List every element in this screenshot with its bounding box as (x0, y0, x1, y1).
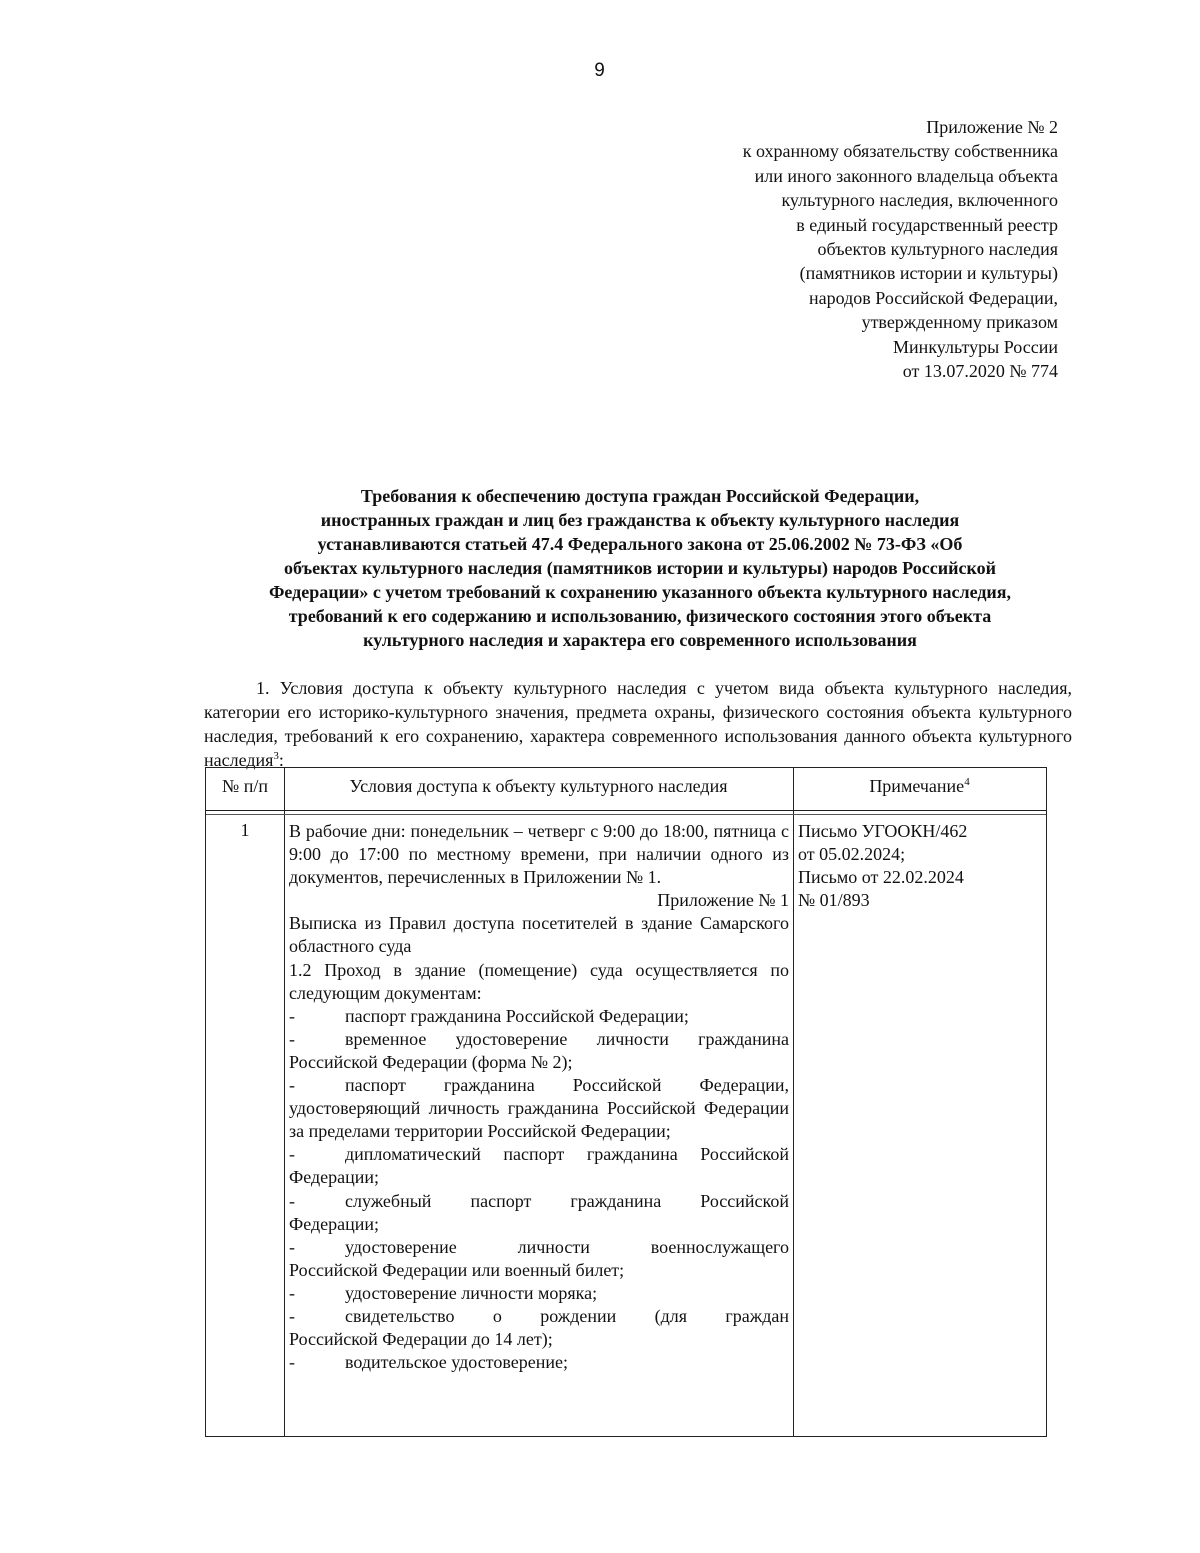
list-item (289, 1282, 789, 1305)
appendix-line: от 13.07.2020 № 774 (902, 361, 1058, 382)
appendix-line: Приложение № 2 (926, 117, 1058, 137)
list-item (289, 1236, 789, 1259)
list-item-text: удостоверение личности моряка; (345, 1282, 598, 1303)
dash-marker: - (289, 1190, 295, 1211)
note-cell (798, 820, 1043, 912)
appendix-line: (памятников истории и культуры) (799, 263, 1058, 284)
footnote-mark: 4 (964, 776, 970, 788)
appendix-line: Минкультуры России (893, 336, 1058, 357)
appendix-line: или иного законного владельца объекта (754, 165, 1058, 186)
list-item-text: служебный паспорт гражданина Российской (345, 1190, 789, 1211)
note-line: от 05.02.2024; (798, 844, 906, 865)
list-item-continuation: Российской Федерации (форма № 2); (289, 1051, 573, 1072)
column-divider (284, 768, 285, 1436)
dash-marker: - (289, 1282, 295, 1303)
header-divider (206, 810, 1046, 811)
extract-title: Выписка из Правил доступа посетителей в здание Самарского областного суда (289, 913, 789, 957)
appendix-line: культурного наследия, включенного (781, 190, 1058, 211)
list-item-continuation: Российской Федерации или военный билет; (289, 1259, 625, 1280)
title-line: требований к его содержанию и использованию, физического состояния этого объекта (288, 606, 992, 626)
note-line: Письмо УГООКН/462 (798, 821, 968, 841)
appendix-line: в единый государственный реестр (796, 214, 1058, 235)
list-item-text: водительское удостоверение; (345, 1352, 568, 1373)
list-item-continuation: Российской Федерации до 14 лет); (289, 1329, 553, 1350)
header-conditions: Условия доступа к объекту культурного наследия (349, 776, 728, 796)
dash-marker: - (289, 1075, 295, 1096)
title-line: Требования к обеспечению доступа граждан Российской Федерации, (360, 486, 920, 506)
list-item-text: свидетельство о рождении (для граждан (345, 1305, 789, 1326)
dash-marker: - (289, 1144, 295, 1165)
appendix-line: объектов культурного наследия (817, 239, 1058, 260)
list-item (289, 1074, 789, 1097)
list-item-continuation: Федерации; (289, 1167, 380, 1188)
header-note (793, 776, 1046, 797)
intro-end: : (278, 750, 284, 770)
list-item (289, 1190, 789, 1213)
list-item-text: паспорт гражданина Российской Федерации, (345, 1075, 789, 1096)
intro-paragraph (204, 676, 1072, 772)
header-note-label: Примечание (869, 776, 965, 796)
note-line: Письмо от 22.02.2024 (798, 867, 964, 888)
appendix-line: к охранному обязательству собственника (742, 141, 1058, 162)
title-line: Федерации» с учетом требований к сохранению указанного объекта культурного наследия, (268, 582, 1012, 602)
access-conditions-table (205, 767, 1047, 1437)
list-item (289, 1005, 789, 1028)
header-divider (206, 814, 1046, 815)
note-line: № 01/893 (798, 890, 870, 911)
list-item-continuation: Федерации; (289, 1213, 380, 1234)
dash-marker: - (289, 1236, 295, 1257)
intro-body: 1. Условия доступа к объекту культурного наследия с учетом вида объекта культурного наследия, категории его историко-культурного значения, предмета охраны, физического состояния объекта культурного наследия, требований к его сохранению, характера современного использования данного объекта культурного наследия (204, 678, 1072, 770)
header-num: № п/п (222, 776, 268, 796)
list-item (289, 1305, 789, 1328)
title-line: объектах культурного наследия (памятников истории и культуры) народов Российской (284, 558, 996, 578)
list-item-text: удостоверение личности военнослужащего (345, 1236, 789, 1257)
list-item-text: дипломатический паспорт гражданина Российской (345, 1144, 789, 1165)
conditions-cell (289, 820, 789, 1374)
appendix-line: утвержденному приказом (861, 312, 1058, 333)
document-title (190, 484, 1090, 652)
dash-marker: - (289, 1305, 295, 1326)
list-item-text: временное удостоверение личности гражданина (345, 1028, 789, 1049)
footnote-mark: 3 (273, 750, 279, 762)
title-line: культурного наследия и характера его современного использования (363, 630, 917, 650)
title-line: иностранных граждан и лиц без гражданства к объекту культурного наследия (320, 510, 960, 530)
column-divider (793, 768, 794, 1436)
appendix-line: народов Российской Федерации, (809, 287, 1058, 308)
appendix-reference: Приложение № 1 (657, 890, 789, 911)
intro-text (204, 676, 1072, 772)
list-item (289, 1028, 789, 1051)
list-item-text: паспорт гражданина Российской Федерации; (345, 1005, 689, 1026)
title-line: устанавливаются статьей 47.4 Федерального закона от 25.06.2002 № 73-ФЗ «Об (317, 534, 963, 554)
row-number: 1 (240, 820, 250, 840)
conditions-intro: В рабочие дни: понедельник – четверг с 9:00 до 18:00, пятница с 9:00 до 17:00 по местному времени, при наличии одного из документов, перечисленных в Приложении № 1. (289, 821, 789, 888)
list-item (289, 1143, 789, 1166)
page-number: 9 (594, 60, 606, 81)
clause-text: 1.2 Проход в здание (помещение) суда осуществляется по следующим документам: (289, 959, 789, 1003)
dash-marker: - (289, 1005, 295, 1026)
appendix-header (638, 115, 1058, 383)
list-item (289, 1351, 789, 1374)
list-item-continuation: удостоверяющий личность гражданина Российской Федерации за пределами территории Российской Федерации; (289, 1098, 789, 1142)
dash-marker: - (289, 1352, 295, 1373)
dash-marker: - (289, 1028, 295, 1049)
